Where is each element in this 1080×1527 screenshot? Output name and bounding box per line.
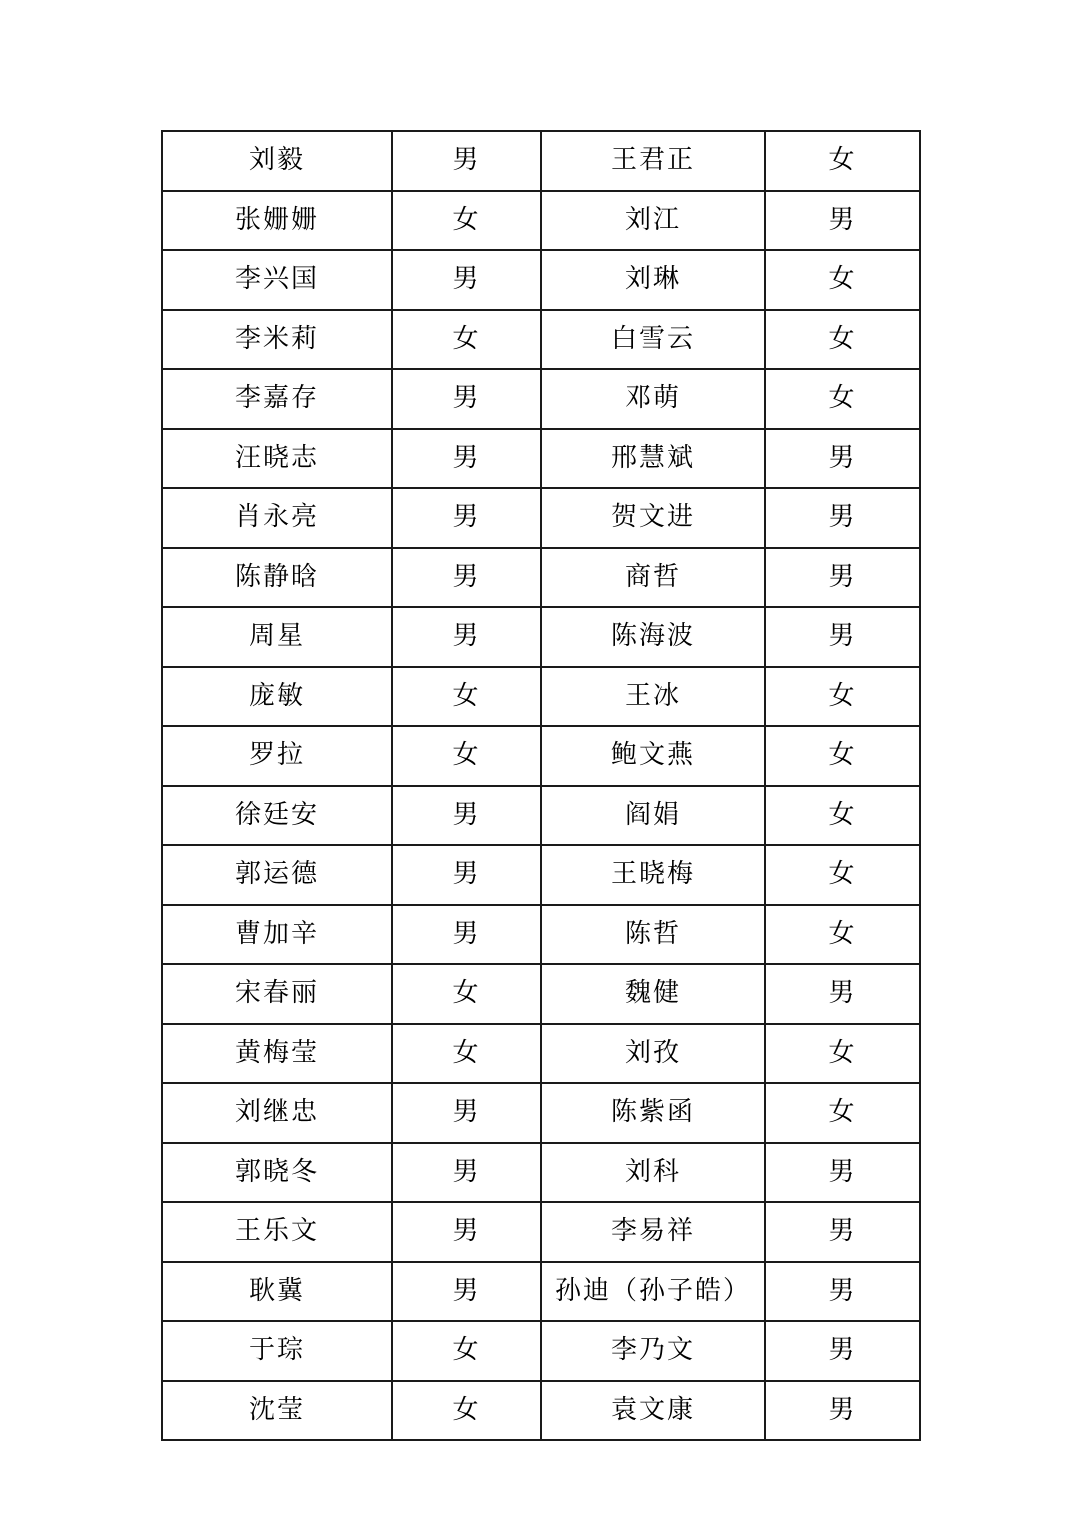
name-table-container — [161, 130, 919, 1441]
cell-name-right: 孙迪（孙子皓） — [541, 1262, 765, 1322]
cell-name-left: 肖永亮 — [162, 488, 392, 548]
name-gender-table — [161, 130, 921, 1441]
cell-sex-left: 男 — [392, 905, 541, 965]
cell-name-left: 徐廷安 — [162, 786, 392, 846]
cell-name-right: 李乃文 — [541, 1321, 765, 1381]
cell-name-right: 王冰 — [541, 667, 765, 727]
cell-sex-left: 女 — [392, 310, 541, 370]
cell-name-left: 王乐文 — [162, 1202, 392, 1262]
cell-sex-left: 男 — [392, 786, 541, 846]
table-row — [162, 1202, 920, 1262]
cell-name-left: 罗拉 — [162, 726, 392, 786]
cell-name-left: 张姗姗 — [162, 191, 392, 251]
cell-sex-right: 男 — [765, 1262, 920, 1322]
cell-sex-left: 男 — [392, 131, 541, 191]
cell-sex-right: 男 — [765, 548, 920, 608]
cell-sex-left: 男 — [392, 1143, 541, 1203]
cell-name-right: 王晓梅 — [541, 845, 765, 905]
cell-name-right: 刘科 — [541, 1143, 765, 1203]
cell-sex-right: 女 — [765, 369, 920, 429]
cell-sex-left: 女 — [392, 964, 541, 1024]
cell-name-right: 陈海波 — [541, 607, 765, 667]
table-row — [162, 607, 920, 667]
cell-name-left: 庞敏 — [162, 667, 392, 727]
cell-sex-left: 女 — [392, 726, 541, 786]
cell-sex-right: 男 — [765, 191, 920, 251]
cell-name-left: 汪晓志 — [162, 429, 392, 489]
cell-name-right: 陈哲 — [541, 905, 765, 965]
cell-name-left: 郭晓冬 — [162, 1143, 392, 1203]
cell-sex-right: 男 — [765, 1143, 920, 1203]
cell-sex-left: 男 — [392, 488, 541, 548]
cell-sex-right: 女 — [765, 1083, 920, 1143]
table-row — [162, 1321, 920, 1381]
cell-name-right: 刘孜 — [541, 1024, 765, 1084]
cell-name-left: 刘继忠 — [162, 1083, 392, 1143]
cell-name-left: 曹加辛 — [162, 905, 392, 965]
cell-name-right: 魏健 — [541, 964, 765, 1024]
cell-sex-right: 女 — [765, 726, 920, 786]
cell-name-right: 陈紫函 — [541, 1083, 765, 1143]
cell-sex-right: 女 — [765, 310, 920, 370]
table-row — [162, 1262, 920, 1322]
table-row — [162, 369, 920, 429]
cell-sex-right: 女 — [765, 667, 920, 727]
cell-sex-left: 男 — [392, 1202, 541, 1262]
cell-sex-right: 男 — [765, 488, 920, 548]
cell-sex-right: 女 — [765, 131, 920, 191]
cell-name-right: 王君正 — [541, 131, 765, 191]
cell-name-left: 刘毅 — [162, 131, 392, 191]
cell-name-left: 郭运德 — [162, 845, 392, 905]
cell-name-left: 李兴国 — [162, 250, 392, 310]
cell-sex-left: 男 — [392, 607, 541, 667]
cell-name-right: 阎娟 — [541, 786, 765, 846]
cell-name-right: 鲍文燕 — [541, 726, 765, 786]
table-row — [162, 786, 920, 846]
cell-name-left: 李米莉 — [162, 310, 392, 370]
cell-sex-left: 男 — [392, 1083, 541, 1143]
cell-sex-left: 女 — [392, 1321, 541, 1381]
cell-sex-left: 女 — [392, 191, 541, 251]
cell-sex-left: 男 — [392, 429, 541, 489]
cell-name-right: 商哲 — [541, 548, 765, 608]
cell-sex-right: 男 — [765, 1321, 920, 1381]
cell-name-right: 袁文康 — [541, 1381, 765, 1441]
table-row — [162, 131, 920, 191]
table-row — [162, 548, 920, 608]
table-row — [162, 964, 920, 1024]
table-body — [162, 131, 920, 1440]
cell-sex-left: 女 — [392, 1381, 541, 1441]
cell-sex-left: 男 — [392, 845, 541, 905]
cell-sex-right: 男 — [765, 429, 920, 489]
cell-sex-right: 男 — [765, 607, 920, 667]
cell-sex-left: 女 — [392, 1024, 541, 1084]
cell-sex-right: 男 — [765, 964, 920, 1024]
cell-sex-right: 男 — [765, 1202, 920, 1262]
cell-sex-left: 男 — [392, 1262, 541, 1322]
table-row — [162, 429, 920, 489]
cell-name-right: 白雪云 — [541, 310, 765, 370]
table-row — [162, 726, 920, 786]
cell-name-left: 李嘉存 — [162, 369, 392, 429]
cell-name-right: 李易祥 — [541, 1202, 765, 1262]
table-row — [162, 905, 920, 965]
cell-sex-left: 女 — [392, 667, 541, 727]
cell-sex-left: 男 — [392, 250, 541, 310]
cell-name-right: 贺文进 — [541, 488, 765, 548]
cell-sex-right: 男 — [765, 1381, 920, 1441]
cell-sex-left: 男 — [392, 369, 541, 429]
table-row — [162, 667, 920, 727]
cell-sex-right: 女 — [765, 905, 920, 965]
cell-name-left: 沈莹 — [162, 1381, 392, 1441]
cell-sex-right: 女 — [765, 786, 920, 846]
cell-name-left: 周星 — [162, 607, 392, 667]
table-row — [162, 1024, 920, 1084]
cell-name-right: 邢慧斌 — [541, 429, 765, 489]
table-row — [162, 488, 920, 548]
table-row — [162, 1083, 920, 1143]
cell-name-right: 刘江 — [541, 191, 765, 251]
cell-sex-right: 女 — [765, 845, 920, 905]
cell-name-right: 邓萌 — [541, 369, 765, 429]
cell-sex-left: 男 — [392, 548, 541, 608]
cell-sex-right: 女 — [765, 1024, 920, 1084]
cell-name-left: 耿冀 — [162, 1262, 392, 1322]
cell-name-left: 陈静晗 — [162, 548, 392, 608]
table-row — [162, 1143, 920, 1203]
cell-name-left: 宋春丽 — [162, 964, 392, 1024]
cell-name-left: 于琮 — [162, 1321, 392, 1381]
cell-sex-right: 女 — [765, 250, 920, 310]
cell-name-right: 刘琳 — [541, 250, 765, 310]
table-row — [162, 845, 920, 905]
table-row — [162, 250, 920, 310]
table-row — [162, 310, 920, 370]
table-row — [162, 191, 920, 251]
table-row — [162, 1381, 920, 1441]
cell-name-left: 黄梅莹 — [162, 1024, 392, 1084]
